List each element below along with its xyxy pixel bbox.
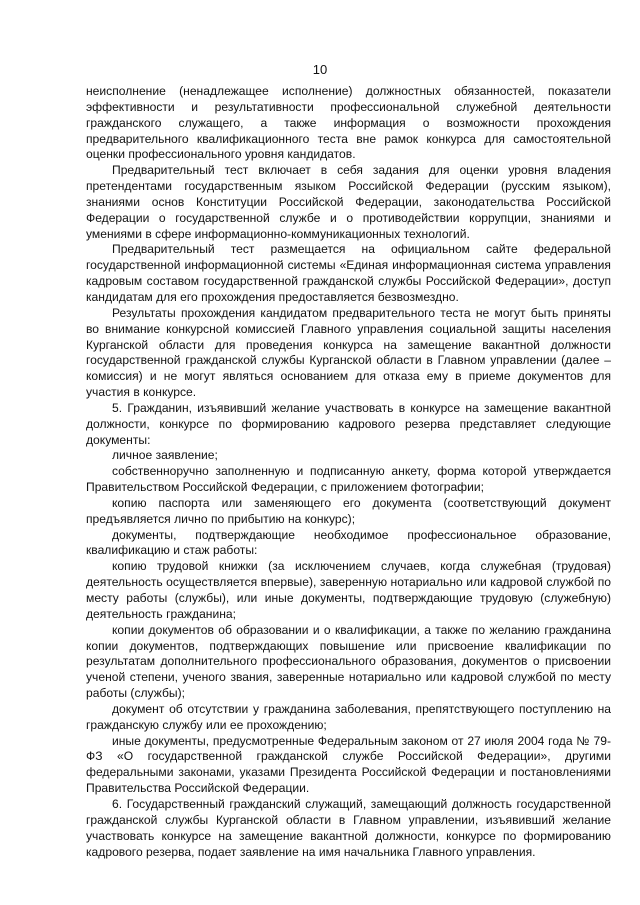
list-item: личное заявление; — [112, 448, 218, 463]
document-body — [86, 84, 611, 860]
list-item: собственноручно заполненную и подписанную анкету, форма которой утверждается Правительством Российской Федерации, с приложением фотографии; — [86, 464, 611, 495]
paragraph: Результаты прохождения кандидатом предварительного теста не могут быть приняты во внимание конкурсной комиссией Главного управления социальной защиты населения Курганской области для проведения конкурса на замещение вакантной должности государственной гражданской службы Курганской области в Главном управлении (далее – комиссия) и не могут являться основанием для отказа ему в приеме документов для участия в конкурсе. — [86, 305, 611, 400]
list-item: документ об отсутствии у гражданина заболевания, препятствующего поступлению на гражданскую службу или ее прохождению; — [86, 701, 611, 732]
paragraph: 6. Государственный гражданский служащий, замещающий должность государственной гражданской службы Курганской области в Главном управлении, изъявивший желание участвовать конкурсе на замещение вакантной должности, конкурсе по формированию кадрового резерва, подает заявление на имя начальника Главного управления. — [86, 796, 611, 859]
list-item: копии документов об образовании и о квалификации, а также по желанию гражданина копии документов, подтверждающих повышение или присвоение квалификации по результатам дополнительного профессионального образования, документов о присвоении ученой степени, ученого звания, заверенные нотариально или кадровой службой по месту работы (службы); — [86, 622, 611, 701]
paragraph: Предварительный тест включает в себя задания для оценки уровня владения претендентами государственным языком Российской Федерации (русским языком), знаниями основ Конституции Российской Федерации, законодательства Российской Федерации о государственной службе и о противодействии коррупции, знаниями и умениями в сфере информационно-коммуникационных технологий. — [86, 163, 611, 241]
page-number: 10 — [312, 62, 328, 77]
paragraph: неисполнение (ненадлежащее исполнение) должностных обязанностей, показатели эффективности и результативности профессиональной служебной деятельности гражданского служащего, а также информация о возможности прохождения предварительного квалификационного теста вне рамок конкурса для самостоятельной оценки профессионального уровня кандидатов. — [86, 84, 611, 162]
list-item: документы, подтверждающие необходимое профессиональное образование, квалификацию и стаж работы: — [86, 527, 611, 558]
paragraph: Предварительный тест размещается на официальном сайте федеральной государственной информационной системы «Единая информационная система управления кадровым составом государственной гражданской службы Российской Федерации», доступ кандидатам для его прохождения предоставляется безвозмездно. — [86, 242, 611, 304]
list-item: иные документы, предусмотренные Федеральным законом от 27 июля 2004 года № 79-ФЗ «О государственной гражданской службе Российской Федерации», другими федеральными законами, указами Президента Российской Федерации и постановлениями Правительства Российской Федерации. — [86, 733, 611, 796]
list-item: копию паспорта или заменяющего его документа (соответствующий документ предъявляется лично по прибытию на конкурс); — [86, 495, 611, 526]
list-item: копию трудовой книжки (за исключением случаев, когда служебная (трудовая) деятельность осуществляется впервые), заверенную нотариально или кадровой службой по месту работы (службы), или иные документы, подтверждающие трудовую (служебную) деятельность гражданина; — [86, 559, 611, 621]
paragraph: 5. Гражданин, изъявивший желание участвовать в конкурсе на замещение вакантной должности, конкурсе по формированию кадрового резерва представляет следующие документы: — [86, 400, 611, 447]
